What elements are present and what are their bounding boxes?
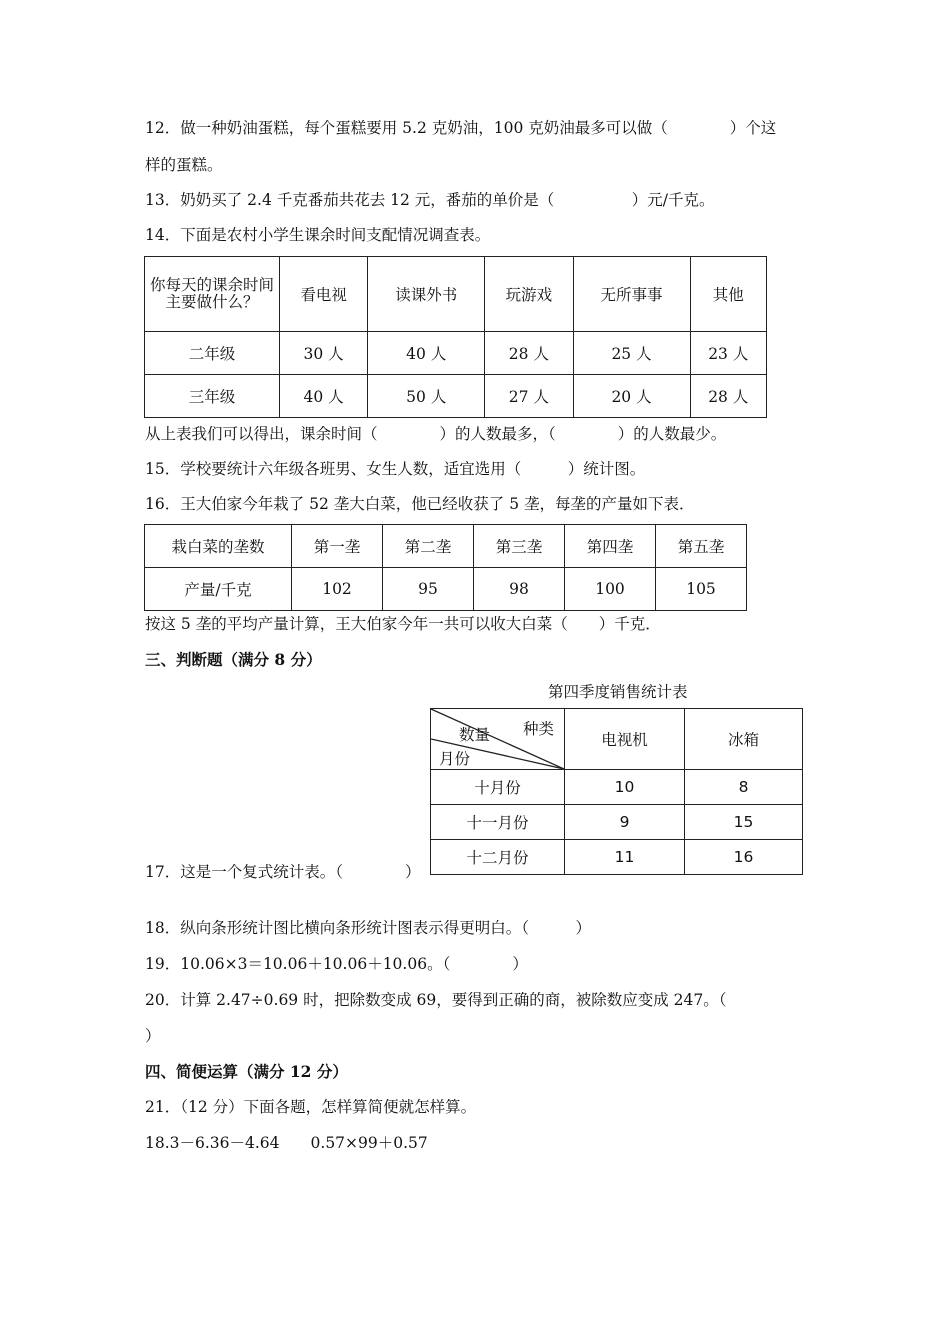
- q16-header-0: 栽白菜的垄数: [145, 525, 292, 568]
- q16-cell: 100: [565, 568, 656, 611]
- q17-cell: 8: [685, 770, 803, 805]
- q17-cell: 十月份: [431, 770, 565, 805]
- q17-text: 17．这是一个复式统计表。（ ）: [145, 863, 421, 881]
- q17-cell: 16: [685, 840, 803, 875]
- q14-cell: 27 人: [485, 375, 573, 418]
- q16-header-1: 第一垄: [292, 525, 383, 568]
- q18: 18．纵向条形统计图比横向条形统计图表示得更明白。（ ）: [145, 919, 591, 937]
- q17-table-title: 第四季度销售统计表: [548, 683, 688, 701]
- q14-cell: 28 人: [690, 375, 766, 418]
- q20-line2: ）: [145, 1027, 161, 1045]
- q16-header-4: 第四垄: [565, 525, 656, 568]
- q17-col-1: 冰箱: [685, 709, 803, 770]
- q17-cell: 11: [565, 840, 685, 875]
- q16-cell: 102: [292, 568, 383, 611]
- q17-cell: 15: [685, 805, 803, 840]
- q13: 13．奶奶买了 2.4 千克番茄共花去 12 元，番茄的单价是（ ）元/千克。: [145, 191, 715, 209]
- q14-header-4: 无所事事: [573, 257, 690, 332]
- q14-header-3: 玩游戏: [485, 257, 573, 332]
- q17-corner-cell: [431, 709, 565, 770]
- q17-col-0: 电视机: [565, 709, 685, 770]
- section3-heading: 三、判断题（满分 8 分）: [145, 650, 322, 669]
- q20-line1: 20．计算 2.47÷0.69 时，把除数变成 69，要得到正确的商，被除数应变成 247。（: [145, 991, 727, 1009]
- q19: 19．10.06×3＝10.06＋10.06＋10.06。（ ）: [145, 955, 528, 973]
- q14-cell: 40 人: [280, 375, 368, 418]
- q14-cell: 三年级: [145, 375, 280, 418]
- q17-cell: 十二月份: [431, 840, 565, 875]
- q14-cell: 40 人: [368, 332, 485, 375]
- q16-text: 16．王大伯家今年栽了 52 垄大白菜，他已经收获了 5 垄，每垄的产量如下表．: [145, 495, 695, 513]
- q14-cell: 50 人: [368, 375, 485, 418]
- q16-header-2: 第二垄: [383, 525, 474, 568]
- q14-cell: 30 人: [280, 332, 368, 375]
- q16-cell: 105: [656, 568, 747, 611]
- q17-corner-mid: 数量: [459, 726, 491, 744]
- q16-cell: 95: [383, 568, 474, 611]
- q14-table: [144, 256, 767, 418]
- q16-after: 按这 5 垄的平均产量计算，王大伯家今年一共可以收大白菜（ ）千克．: [145, 615, 661, 633]
- q14-cell: 20 人: [573, 375, 690, 418]
- q12-line2: 样的蛋糕。: [145, 156, 223, 174]
- q17-corner-bottom: 月份: [439, 750, 471, 768]
- q17-table: [430, 708, 803, 875]
- q15: 15．学校要统计六年级各班男、女生人数，适宜选用（ ）统计图。: [145, 460, 646, 478]
- q16-cell: 产量/千克: [145, 568, 292, 611]
- q14-cell: 23 人: [690, 332, 766, 375]
- q14-cell: 25 人: [573, 332, 690, 375]
- q14-header-1: 看电视: [280, 257, 368, 332]
- q17-cell: 9: [565, 805, 685, 840]
- q14-cell: 二年级: [145, 332, 280, 375]
- q21-text: 21．（12 分）下面各题，怎样算简便就怎样算。: [145, 1098, 477, 1116]
- q16-header-5: 第五垄: [656, 525, 747, 568]
- q14-header-0: 你每天的课余时间主要做什么？: [145, 257, 280, 332]
- q17-cell: 10: [565, 770, 685, 805]
- q14-header-2: 读课外书: [368, 257, 485, 332]
- q12-line1: 12．做一种奶油蛋糕，每个蛋糕要用 5.2 克奶油，100 克奶油最多可以做（ ）个这: [145, 119, 777, 137]
- q14-text: 14．下面是农村小学生课余时间支配情况调查表。: [145, 226, 491, 244]
- q16-table: [144, 524, 747, 611]
- q17-cell: 十一月份: [431, 805, 565, 840]
- q16-cell: 98: [474, 568, 565, 611]
- section4-heading: 四、简便运算（满分 12 分）: [145, 1062, 348, 1081]
- q14-header-5: 其他: [690, 257, 766, 332]
- q21-expressions: 18.3－6.36－4.64 0.57×99＋0.57: [145, 1134, 428, 1152]
- q14-after: 从上表我们可以得出，课余时间（ ）的人数最多，（ ）的人数最少。: [145, 425, 727, 443]
- q16-header-3: 第三垄: [474, 525, 565, 568]
- q14-cell: 28 人: [485, 332, 573, 375]
- q17-corner-top: 种类: [522, 720, 554, 738]
